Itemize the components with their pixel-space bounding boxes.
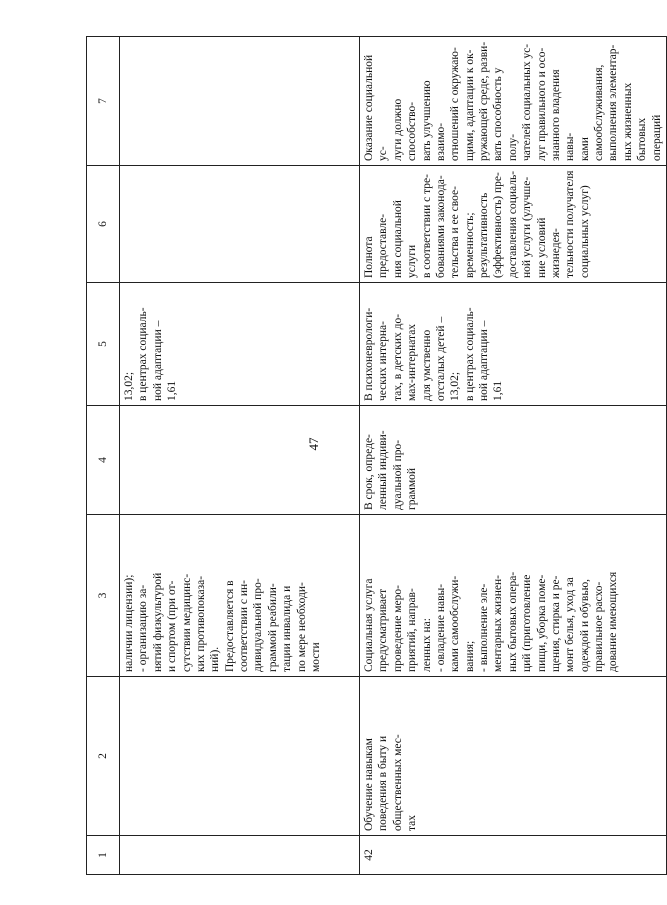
service-norm: 13,02; в центрах социаль- ной адаптации – 1,61 — [120, 283, 360, 406]
rotated-table-frame — [86, 37, 663, 875]
header-col-1: 1 — [87, 836, 120, 875]
services-table — [86, 36, 667, 875]
service-term: В срок, опреде- ленный индиви- дуальной про- граммой — [360, 406, 667, 515]
header-col-5: 5 — [87, 283, 120, 406]
row-number — [120, 836, 360, 875]
header-col-2: 2 — [87, 677, 120, 836]
service-description: наличии лицензии); - организацию за- нятий физкультурой и спортом (при от- сутствии медицинс- ких противопоказа- ний). Предоставляется в соответствии с ин- дивидуальной про- граммой реабили- тации инвалида и по мере необходи- мости — [120, 515, 360, 677]
service-quality — [120, 166, 360, 283]
table-row-continuation — [120, 37, 360, 875]
header-row — [87, 37, 120, 875]
service-evaluation: Оказание социальной ус- луги должно способство- вать улучшению взаимо- отношений с окружаю- щими, адаптации к ок- ружающей среде, разви- вать способность у полу- чателей социальных ус- луг правильного и осо- знанного владения навы- ками самообслуживания, выполнения элементар- ных жизненных бытовых операций — [360, 37, 667, 166]
service-quality: Полнота предоставле- ния социальной услуги в соответствии с тре- бованиями законода- тельства и ее свое- временность; результативность (эффективность) пре- доставления социаль- ной услуги (улучше- ние условий жизнедея- тельности получателя социальных услуг) — [360, 166, 667, 283]
services-table-container — [86, 37, 663, 875]
service-term — [120, 406, 360, 515]
service-norm: В психоневрологи- ческих интерна- тах, в детских до- мах-интернатах для умственно отсталых детей – 13,02; в центрах социаль- ной адаптации – 1,61 — [360, 283, 667, 406]
service-evaluation — [120, 37, 360, 166]
service-name: Обучение навыкам поведения в быту и общественных мес- тах — [360, 677, 667, 836]
service-description: Социальная услуга предусматривает проведение меро- приятий, направ- ленных на: - овладение навы- ками самообслужи- вания; - выполнение эле- ментарных жизнен- ных бытовых опера- ций (приготовление пищи, уборка поме- щения, стирка и ре- монт белья, уход за одеждой и обувью, правильное расхо- дование имеющихся — [360, 515, 667, 677]
service-name — [120, 677, 360, 836]
header-col-3: 3 — [87, 515, 120, 677]
row-number: 42 — [360, 836, 667, 875]
header-col-4: 4 — [87, 406, 120, 515]
table-row-42 — [360, 37, 667, 875]
header-col-7: 7 — [87, 37, 120, 166]
header-col-6: 6 — [87, 166, 120, 283]
page-number: 47 — [306, 437, 321, 451]
